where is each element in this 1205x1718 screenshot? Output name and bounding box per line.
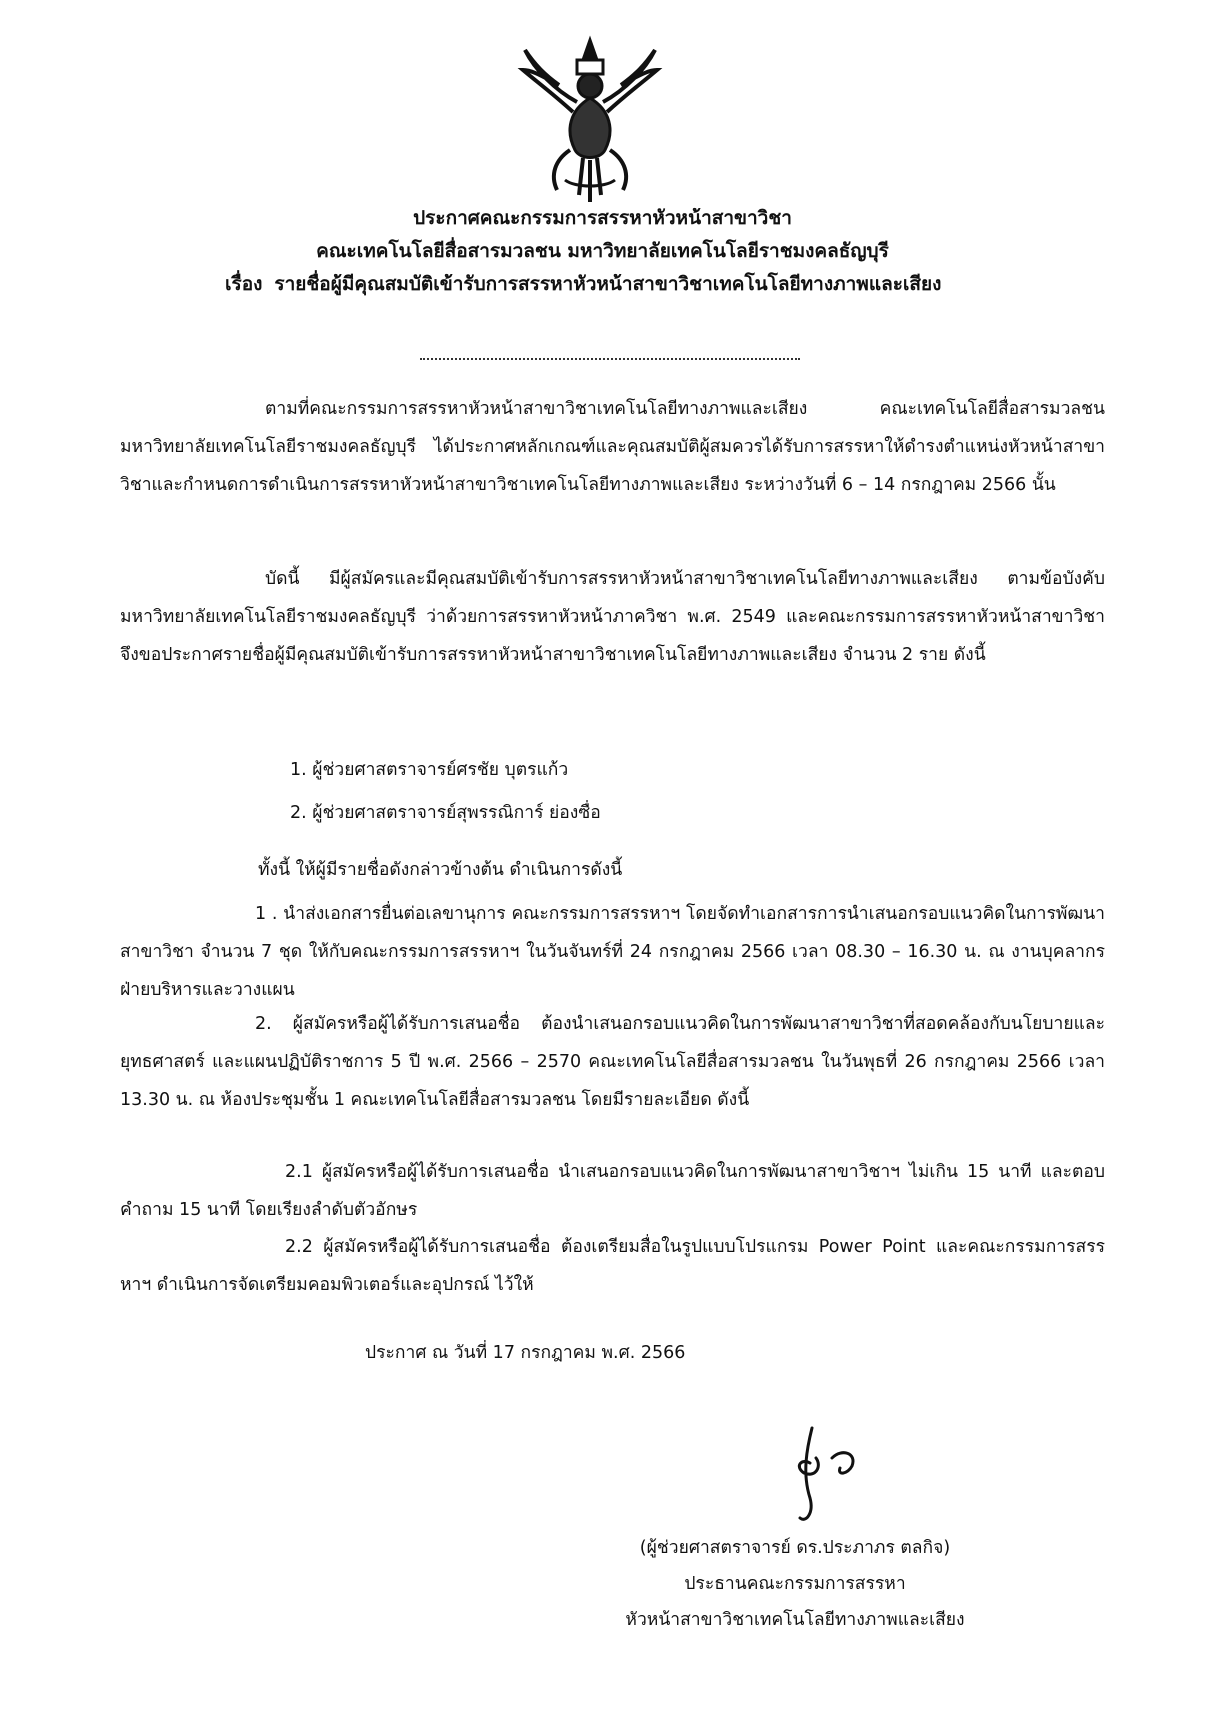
instructions-intro: ทั้งนี้ ให้ผู้มีรายชื่อดังกล่าวข้างต้น ดำเนินการดังนี้ [258,860,623,880]
subject-line [225,271,941,297]
candidate-1: 1. ผู้ช่วยศาสตราจารย์ศรชัย บุตรแก้ว [290,760,569,780]
candidate-2: 2. ผู้ช่วยศาสตราจารย์สุพรรณิการ์ ย่องซื่อ [290,803,601,823]
instruction-item-2: 2. ผู้สมัครหรือผู้ได้รับการเสนอชื่อ ต้องนำเสนอกรอบแนวคิดในการพัฒนาสาขาวิชาที่สอดคล้องกับนโยบายและยุทธศาสตร์ และแผนปฏิบัติราชการ 5 ปี พ.ศ. 2566 – 2570 คณะเทคโนโลยีสื่อสารมวลชน ในวันพุธที่ 26 กรกฎาคม 2566 เวลา 13.30 น. ณ ห้องประชุมชั้น 1 คณะเทคโนโลยีสื่อสารมวลชน โดยมีรายละเอียด ดังนี้ [120,1014,1105,1110]
faculty-line: คณะเทคโนโลยีสื่อสารมวลชน มหาวิทยาลัยเทคโนโลยีราชมงคลธัญบุรี [316,240,889,262]
signatory-name: (ผู้ช่วยศาสตราจารย์ ดร.ประภาภร ตลกิจ) [639,1538,951,1558]
announcement-date: ประกาศ ณ วันที่ 17 กรกฎาคม พ.ศ. 2566 [365,1343,686,1363]
announcement-title: ประกาศคณะกรรมการสรรหาหัวหน้าสาขาวิชา [413,207,792,229]
handwritten-signature-icon [782,1418,872,1528]
dotted-divider [420,358,800,360]
signatory-position-2: หัวหน้าสาขาวิชาเทคโนโลยีทางภาพและเสียง [625,1610,965,1630]
instruction-item-1: 1 . นำส่งเอกสารยื่นต่อเลขานุการ คณะกรรมการสรรหาฯ โดยจัดทำเอกสารการนำเสนอกรอบแนวคิดในการพัฒนาสาขาวิชา จำนวน 7 ชุด ให้กับคณะกรรมการสรรหาฯ ในวันจันทร์ที่ 24 กรกฎาคม 2566 เวลา 08.30 – 16.30 น. ณ งานบุคลากร ฝ่ายบริหารและวางแผน [120,904,1105,1000]
garuda-emblem-icon [515,30,665,210]
signatory-position-1: ประธานคณะกรรมการสรรหา [684,1574,906,1594]
paragraph-announcement: บัดนี้ มีผู้สมัครและมีคุณสมบัติเข้ารับการสรรหาหัวหน้าสาขาวิชาเทคโนโลยีทางภาพและเสียง ตามข้อบังคับมหาวิทยาลัยเทคโนโลยีราชมงคลธัญบุรี ว่าด้วยการสรรหาหัวหน้าภาควิชา พ.ศ. 2549 และคณะกรรมการสรรหาหัวหน้าสาขาวิชา จึงขอประกาศรายชื่อผู้มีคุณสมบัติเข้ารับการสรรหาหัวหน้าสาขาวิชาเทคโนโลยีทางภาพและเสียง จำนวน 2 ราย ดังนี้ [120,569,1105,665]
paragraph-background: ตามที่คณะกรรมการสรรหาหัวหน้าสาขาวิชาเทคโนโลยีทางภาพและเสียง คณะเทคโนโลยีสื่อสารมวลชน มหาวิทยาลัยเทคโนโลยีราชมงคลธัญบุรี ได้ประกาศหลักเกณฑ์และคุณสมบัติผู้สมควรได้รับการสรรหาให้ดำรงตำแหน่งหัวหน้าสาขาวิชาและกำหนดการดำเนินการสรรหาหัวหน้าสาขาวิชาเทคโนโลยีทางภาพและเสียง ระหว่างวันที่ 6 – 14 กรกฎาคม 2566 นั้น [120,399,1105,495]
subject-text: รายชื่อผู้มีคุณสมบัติเข้ารับการสรรหาหัวหน้าสาขาวิชาเทคโนโลยีทางภาพและเสียง [274,273,942,295]
instruction-item-2-2: 2.2 ผู้สมัครหรือผู้ได้รับการเสนอชื่อ ต้องเตรียมสื่อในรูปแบบโปรแกรม Power Point และคณะกรรมการสรรหาฯ ดำเนินการจัดเตรียมคอมพิวเตอร์และอุปกรณ์ ไว้ให้ [120,1237,1105,1295]
subject-label: เรื่อง [225,273,263,295]
instruction-item-2-1: 2.1 ผู้สมัครหรือผู้ได้รับการเสนอชื่อ นำเสนอกรอบแนวคิดในการพัฒนาสาขาวิชาฯ ไม่เกิน 15 นาที และตอบคำถาม 15 นาที โดยเรียงลำดับตัวอักษร [120,1162,1105,1220]
